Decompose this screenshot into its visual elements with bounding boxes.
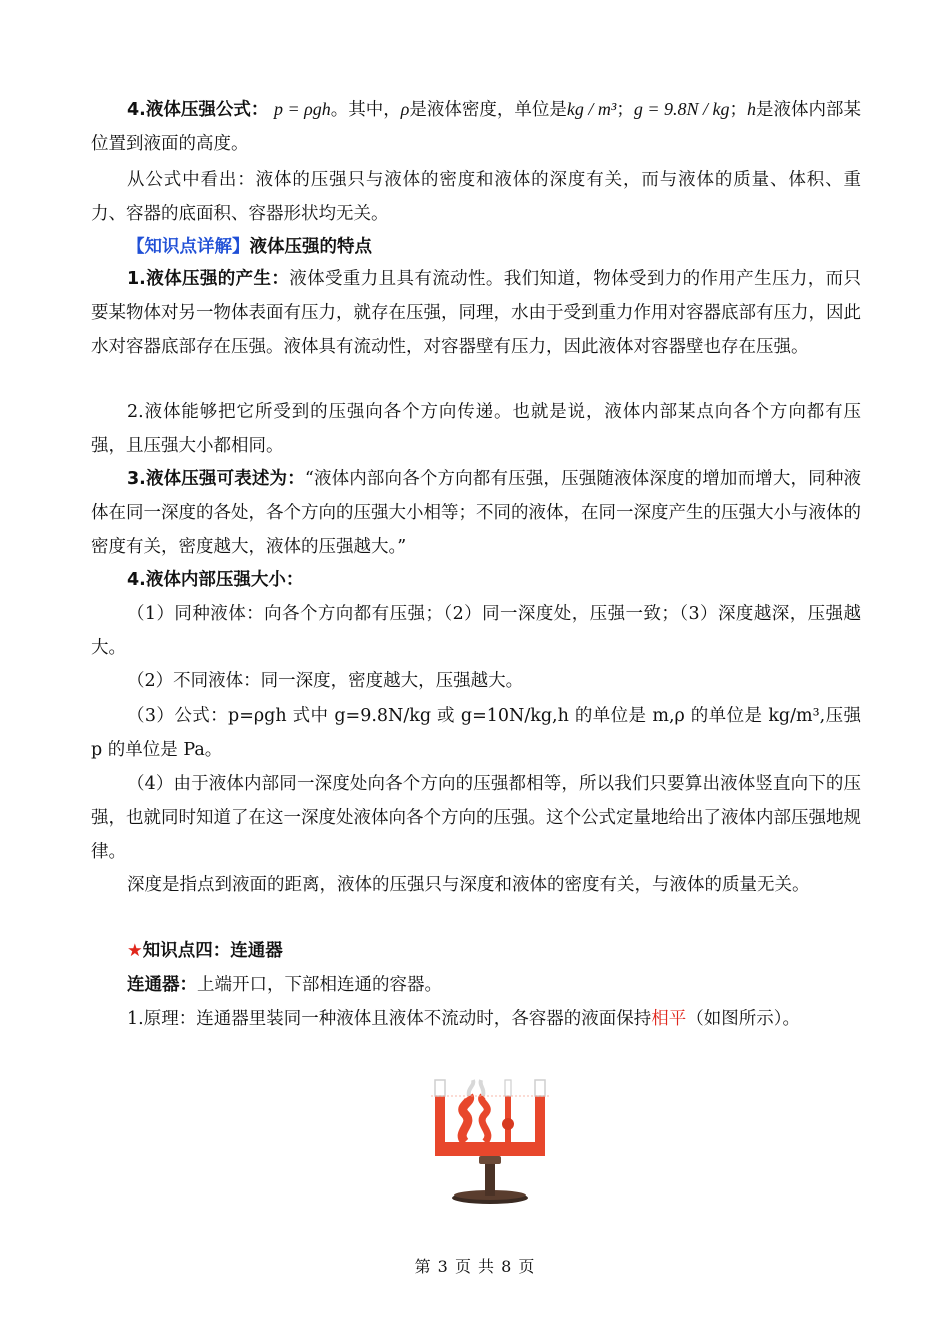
detail-title: 液体压强的特点 <box>249 237 372 257</box>
page-footer: 第 3 页 共 8 页 <box>414 1257 536 1276</box>
p3-text: “液体内部向各个方向都有压强，压强随液体深度的增加而增大，同种液体在同一深度的各处，各个方向的压强大小相等；不同的液体，在同一深度产生的压强大小与液体的密度有关，密度越大，液体的压强越大。” <box>91 469 861 557</box>
formula-text-2: 是液体密度，单位是 <box>409 100 567 120</box>
connector-label: 连通器： <box>127 975 197 995</box>
connector-def: 上端开口，下部相连通的容器。 <box>197 975 442 995</box>
formula-paragraph <box>91 92 861 161</box>
paragraph-4-1: （1）同种液体：向各个方向都有压强；（2）同一深度处，压强一致；（3）深度越深，压强越大。 <box>91 604 861 658</box>
paragraph-4-2: （2）不同液体：同一深度，密度越大，压强越大。 <box>127 671 524 691</box>
h-symbol: h <box>746 99 756 119</box>
from-formula-paragraph: 从公式中看出：液体的压强只与液体的密度和液体的深度有关，而与液体的质量、体积、重力、容器的底面积、容器形状均无关。 <box>91 170 861 224</box>
p1-title: 1.液体压强的产生： <box>127 269 290 289</box>
star-icon: ★ <box>127 941 143 961</box>
knowledge-4-heading <box>91 934 861 968</box>
paragraph-1 <box>91 262 861 364</box>
paragraph-4-3: （3）公式：p=ρgh 式中 g=9.8N/kg 或 g=10N/kg,h 的单位是 m,ρ 的单位是 kg/m³,压强 p 的单位是 Pa。 <box>91 706 861 760</box>
principle-highlight: 相平 <box>651 1009 687 1029</box>
detail-heading <box>91 230 861 264</box>
paragraph-2: 2.液体能够把它所受到的压强向各个方向传递。也就是说，液体内部某点向各个方向都有压强，且压强大小都相同。 <box>91 402 861 456</box>
depth-note: 深度是指点到液面的距离，液体的压强只与深度和液体的密度有关，与液体的质量无关。 <box>127 875 810 895</box>
formula-expr: p = ρgh <box>273 99 331 119</box>
formula-text-1: 。其中， <box>330 100 401 120</box>
g-value: g = 9.8N / kg <box>633 99 730 119</box>
p3-title: 3.液体压强可表述为： <box>127 469 305 489</box>
k4-title: 知识点四：连通器 <box>142 941 283 961</box>
formula-title: 4.液体压强公式： <box>127 100 269 120</box>
paragraph-3 <box>91 462 861 564</box>
p4-title: 4.液体内部压强大小： <box>127 570 304 590</box>
rho-symbol: ρ <box>400 99 410 119</box>
density-unit: kg / m³ <box>566 99 617 119</box>
p1-text: 液体受重力且具有流动性。我们知道，物体受到力的作用产生压力，而只要某物体对另一物体表面有压力，就存在压强，同理，水由于受到重力作用对容器底部有压力，因此水对容器底部存在压强。液体具有流动性，对容器壁有压力，因此液体对容器壁也存在压强。 <box>91 269 862 357</box>
detail-tag: 【知识点详解】 <box>127 237 250 257</box>
separator-1: ； <box>616 100 634 120</box>
separator-2: ； <box>729 100 747 120</box>
connected-vessel-image <box>425 1076 555 1206</box>
formula-text-3: 是液体内部某位置到液面的高度。 <box>91 100 862 154</box>
paragraph-4-4: （4）由于液体内部同一深度处向各个方向的压强都相等，所以我们只要算出液体竖直向下的压强，也就同时知道了在这一深度处液体向各个方向的压强。这个公式定量地给出了液体内部压强地规律。 <box>91 774 861 862</box>
principle-text-b: （如图所示）。 <box>686 1009 800 1029</box>
principle-paragraph <box>91 1002 861 1036</box>
paragraph-4-title <box>91 563 861 597</box>
connector-definition <box>91 968 861 1002</box>
principle-text-a: 1.原理：连通器里装同一种液体且液体不流动时，各容器的液面保持 <box>127 1009 652 1029</box>
